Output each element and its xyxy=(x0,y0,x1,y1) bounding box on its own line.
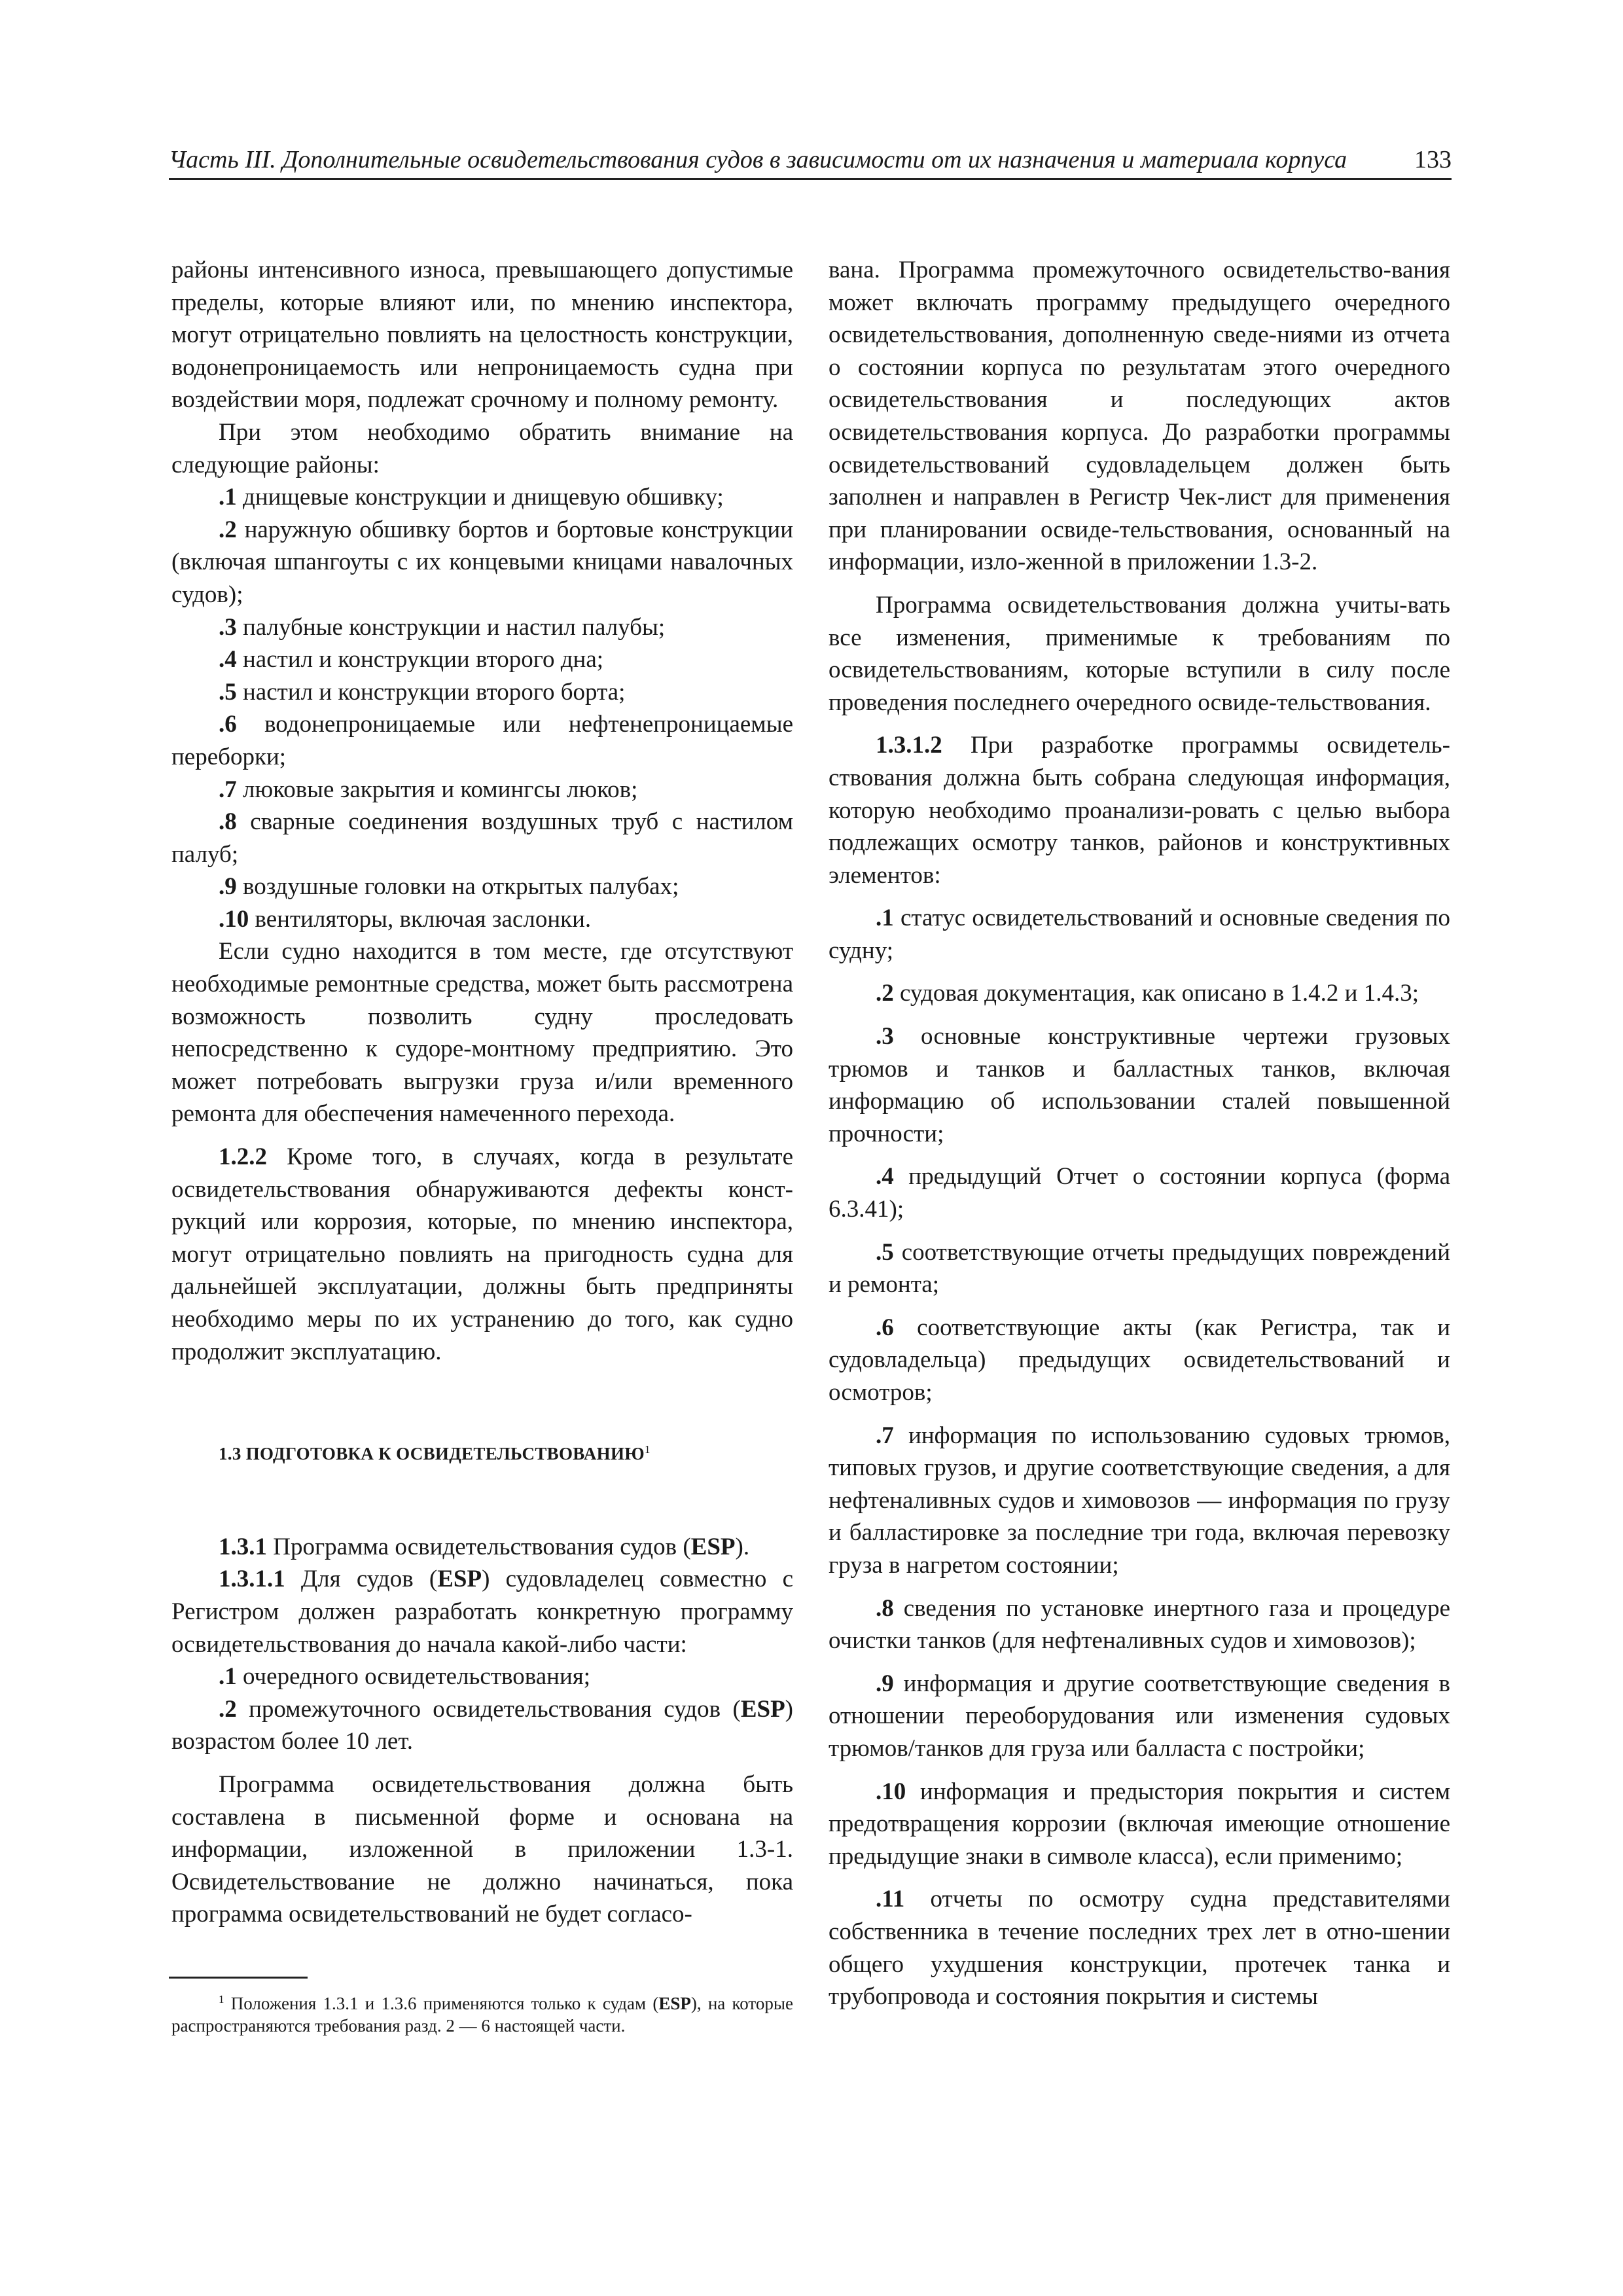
item-number: .10 xyxy=(876,1778,906,1805)
abbr-esp: ESP xyxy=(690,1533,736,1560)
list-item xyxy=(171,1660,793,1693)
paragraph-1-3-1 xyxy=(171,1531,793,1564)
list-item xyxy=(829,1020,1450,1150)
header-title: Часть III. Дополнительные освидетельствования судов в зависимости от их назначения и материала корпуса xyxy=(169,146,1347,173)
item-text: сведения по установке инертного газа и процедуре очистки танков (для нефтеналивных судов и химовозов); xyxy=(829,1594,1450,1655)
item-text: палубные конструкции и настил палубы; xyxy=(236,613,666,641)
clause-text: Программа освидетельствования судов ( xyxy=(267,1533,691,1560)
item-number: .9 xyxy=(219,873,237,901)
item-text: основные конструктивные чертежи грузовых трюмов и танков и балластных танков, включая информацию об использовании сталей повышенной прочности; xyxy=(829,1023,1450,1147)
section-heading xyxy=(171,1433,793,1471)
footnote-text: Положения 1.3.1 и 1.3.6 применяются только к судам ( xyxy=(224,1994,659,2013)
item-number: .4 xyxy=(876,1163,894,1191)
list-item xyxy=(171,643,793,676)
item-number: .6 xyxy=(876,1314,894,1341)
item-number: .8 xyxy=(876,1594,894,1622)
item-number: .5 xyxy=(876,1238,894,1266)
item-text: информация по использованию судовых трюмов, типовых грузов, и другие соответствующие сведения, а для нефтеналивных судов и химовозов — информация по грузу и балластировке за последние три года, включая перевозку груза в нагретом состоянии; xyxy=(829,1422,1450,1579)
paragraph-1-3-1-2 xyxy=(829,729,1450,891)
footnote-ref: 1 xyxy=(644,1443,651,1456)
abbr-esp: ESP xyxy=(740,1695,785,1723)
list-item xyxy=(829,1776,1450,1873)
item-text: настил и конструкции второго борта; xyxy=(236,678,626,706)
paragraph: При этом необходимо обратить внимание на следующие районы: xyxy=(171,418,793,478)
abbr-esp: ESP xyxy=(437,1566,482,1593)
paragraph: Если судно находится в том месте, где отсутствуют необходимые ремонтные средства, может быть рассмотрена возможность позволить судну проследовать непосредственно к судоре-монтному предприятию. Это может потребовать выгрузки груза и/или временного ремонта для обеспечения намеченного перехода. xyxy=(171,938,793,1128)
list-item xyxy=(829,1160,1450,1225)
item-number: .10 xyxy=(219,905,249,933)
clause-number: 1.3.1 xyxy=(219,1533,267,1560)
paragraph-1-3-1-1 xyxy=(171,1563,793,1660)
running-header xyxy=(169,145,1452,180)
item-number: .7 xyxy=(876,1422,894,1449)
page-number: 133 xyxy=(1414,146,1452,173)
footnote xyxy=(171,1988,793,2037)
list-item xyxy=(171,611,793,644)
clause-text: ) судовладелец совместно с Регистром должен разработать конкретную программу освидетельствования до начала какой-либо части: xyxy=(171,1566,793,1658)
item-number: .2 xyxy=(876,980,894,1007)
item-number: .1 xyxy=(219,484,237,511)
list-item xyxy=(829,1592,1450,1657)
item-text: днищевые конструкции и днищевую обшивку; xyxy=(236,484,724,511)
list-left xyxy=(171,481,793,935)
item-number: .9 xyxy=(876,1670,894,1697)
item-text: информация и предыстория покрытия и систем предотвращения коррозии (включая имеющие отношение предыдущие знаки в символе класса), если применимо; xyxy=(829,1778,1450,1870)
list-item xyxy=(171,806,793,870)
clause-text: ). xyxy=(735,1533,750,1560)
item-text: промежуточного освидетельствования судов xyxy=(236,1695,721,1723)
list-item xyxy=(171,870,793,903)
clause-number: 1.2.2 xyxy=(219,1143,267,1171)
item-number: .4 xyxy=(219,646,237,673)
paragraph-1-2-2 xyxy=(171,1141,793,1368)
list-item xyxy=(171,774,793,806)
item-text: предыдущий Отчет о состоянии корпуса (форма 6.3.41); xyxy=(829,1163,1450,1223)
paragraph: районы интенсивного износа, превышающего допустимые пределы, которые влияют или, по мнению инспектора, могут отрицательно повлиять на целостность конструкции, водонепроницаемость или непроницаемость судна при воздействии моря, подлежат срочному и полному ремонту. xyxy=(171,257,793,414)
item-number: .2 xyxy=(219,516,237,543)
item-number: .2 xyxy=(219,1695,237,1723)
item-number: .1 xyxy=(219,1663,237,1691)
item-text: судовая документация, как описано в 1.4.2 и 1.4.3; xyxy=(893,980,1419,1007)
item-text: люковые закрытия и комингсы люков; xyxy=(236,776,638,803)
item-text: отчеты по осмотру судна представителями собственника в течение последних трех лет в отно-шении общего ухудшения конструкции, протечек танка и трубопровода и состояния покрытия и системы xyxy=(829,1886,1450,2011)
item-text: воздушные головки на открытых палубах; xyxy=(236,873,679,901)
left-column xyxy=(171,254,793,1931)
paragraph: вана. Программа промежуточного освидетельство-вания может включать программу предыдущего очередного освидетельствования, дополненную сведе-ниями из отчета о состоянии корпуса по результатам этого очередного освидетельствования и последующих актов освидетельствования корпуса. До разработки программы освидетельствований судовладельцем должен быть заполнен и направлен в Регистр Чек-лист для применения при планировании освиде-тельствования, основанный на информации, изло-женной в приложении 1.3-2. xyxy=(829,257,1450,576)
item-text: информация и другие соответствующие сведения в отношении переоборудования или изменения судовых трюмов/танков для груза или балласта с постройки; xyxy=(829,1670,1450,1762)
right-column xyxy=(829,254,1450,2013)
clause-number: 1.3.1.2 xyxy=(876,732,942,759)
clause-number: 1.3.1.1 xyxy=(219,1566,285,1593)
footnote-mark: 1 xyxy=(219,1993,224,2005)
paragraph: Программа освидетельствования должна быть составлена в письменной форме и основана на информации, изложенной в приложении 1.3-1. Освидетельствование не должно начинаться, пока программа освидетельствований не будет согласо- xyxy=(171,1770,793,1928)
item-number: .11 xyxy=(876,1886,905,1913)
item-text: соответствующие акты (как Регистра, так и судовладельца) предыдущих освидетельствований и осмотров; xyxy=(829,1314,1450,1406)
clause-text: Для судов ( xyxy=(285,1566,438,1593)
item-text: ) возрастом более 10 лет. xyxy=(171,1695,793,1755)
item-number: .8 xyxy=(219,808,237,836)
list-item xyxy=(829,1420,1450,1582)
section-heading-text: 1.3 ПОДГОТОВКА К ОСВИДЕТЕЛЬСТВОВАНИЮ xyxy=(219,1444,645,1464)
footnote-text: ), на которые распространяются требования разд. 2 — 6 настоящей части. xyxy=(171,1994,793,2036)
list-item xyxy=(171,481,793,514)
clause-text: При разработке программы освидетель-ствования должна быть собрана следующая информация, которую необходимо проанализи-ровать с целью выбора подлежащих осмотру танков, районов и конструктивных элементов: xyxy=(829,732,1450,889)
list-item xyxy=(829,902,1450,967)
clause-text: Кроме того, в случаях, когда в результате освидетельствования обнаруживаются дефекты конст-рукций или коррозия, которые, по мнению инспектора, могут отрицательно повлиять на пригодность судна для дальнейшей эксплуатации, должны быть предприняты необходимо меры по их устранению до того, как судно продолжит эксплуатацию. xyxy=(171,1143,793,1365)
item-number: .3 xyxy=(219,613,237,641)
list-item xyxy=(829,1883,1450,2013)
list-item xyxy=(171,903,793,936)
item-text: сварные соединения воздушных труб с настилом палуб; xyxy=(171,808,793,868)
item-number: .5 xyxy=(219,678,237,706)
list-item xyxy=(171,676,793,709)
list-item: .2 промежуточного освидетельствования судов (ESP) возрастом более 10 лет. xyxy=(171,1695,793,1755)
list-item xyxy=(829,977,1450,1010)
list-item xyxy=(829,1668,1450,1765)
item-text: настил и конструкции второго дна; xyxy=(236,646,604,673)
item-text: наружную обшивку бортов и бортовые конструкции (включая шпангоуты с их концевыми кницами навалочных судов); xyxy=(171,516,793,608)
list-right xyxy=(829,902,1450,2013)
footnote-divider xyxy=(169,1977,308,1979)
paragraph: Программа освидетельствования должна учиты-вать все изменения, применимые к требованиям по освидетельствованиям, которые вступили в силу после проведения последнего очередного освиде-тельствования. xyxy=(829,591,1450,716)
item-number: .3 xyxy=(876,1023,894,1050)
item-text: статус освидетельствований и основные сведения по судну; xyxy=(829,905,1450,964)
item-text: соответствующие отчеты предыдущих повреждений и ремонта; xyxy=(829,1238,1450,1299)
item-number: .7 xyxy=(219,776,237,803)
abbr-esp: ESP xyxy=(658,1994,691,2013)
item-number: .1 xyxy=(876,905,894,932)
list-item xyxy=(171,708,793,773)
item-text: водонепроницаемые или нефтенепроницаемые переборки; xyxy=(171,711,793,770)
item-number: .6 xyxy=(219,711,237,738)
item-text: вентиляторы, включая заслонки. xyxy=(249,905,592,933)
list-item xyxy=(829,1312,1450,1409)
list-item xyxy=(829,1236,1450,1301)
item-text: очередного освидетельствования; xyxy=(236,1663,591,1691)
list-item xyxy=(171,514,793,611)
